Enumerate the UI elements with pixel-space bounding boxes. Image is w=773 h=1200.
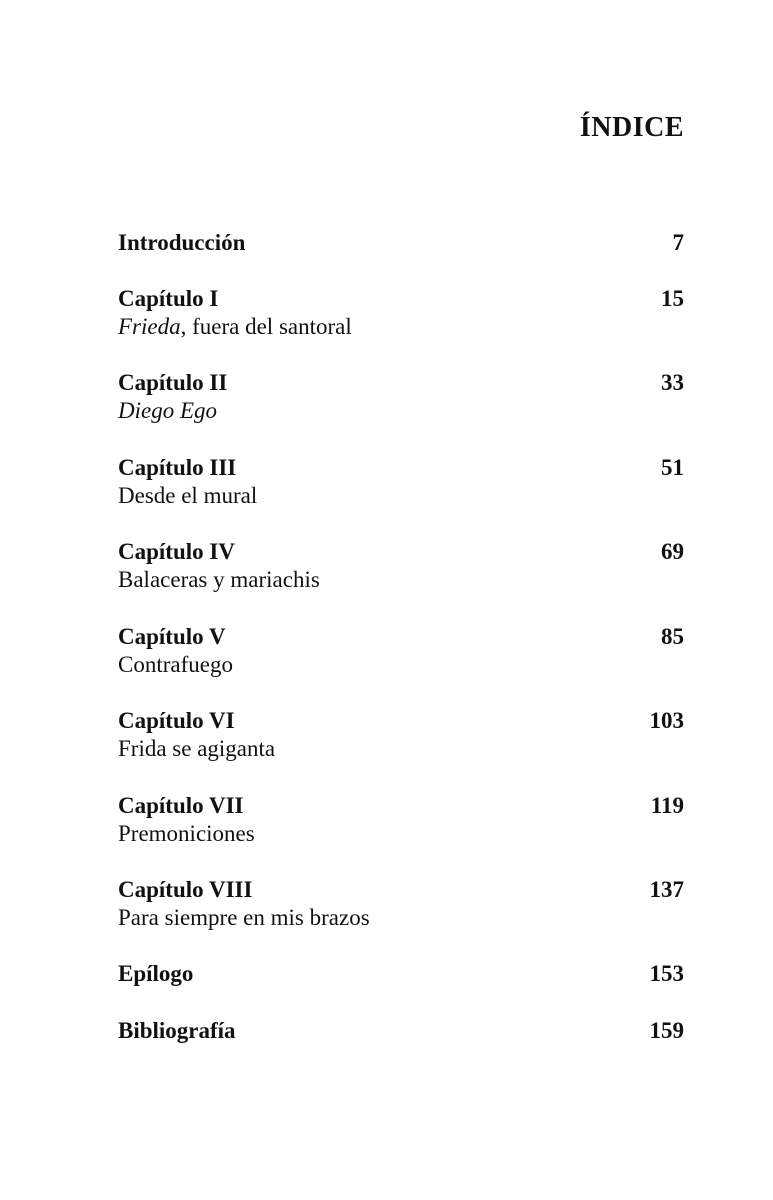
toc-entry-subtitle: Balaceras y mariachis xyxy=(118,567,320,592)
toc-entry-page: 137 xyxy=(649,877,684,902)
toc-entry-page: 85 xyxy=(661,624,684,649)
toc-entry-page: 51 xyxy=(661,455,684,480)
toc-entry-heading: Bibliografía xyxy=(118,1018,236,1043)
toc-entry-bibliografia xyxy=(118,1017,684,1045)
toc-entry-page: 159 xyxy=(649,1018,684,1043)
toc-entry-heading: Capítulo VII xyxy=(118,793,244,818)
toc-entry-capitulo-1 xyxy=(118,285,684,341)
toc-entry-capitulo-7 xyxy=(118,792,684,848)
toc-entry-heading: Capítulo V xyxy=(118,624,226,649)
toc-entry-subtitle-italic: Frieda xyxy=(118,314,181,339)
toc-entry-subtitle: Desde el mural xyxy=(118,483,258,508)
toc-entry-capitulo-6 xyxy=(118,707,684,763)
toc-entry-subtitle-rest: , fuera del santoral xyxy=(180,314,352,339)
toc-entry-page: 119 xyxy=(650,793,684,818)
toc-entry-subtitle: Para siempre en mis brazos xyxy=(118,905,370,930)
toc-entry-subtitle-italic: Diego Ego xyxy=(118,398,218,423)
toc-entry-introduccion xyxy=(118,229,684,257)
toc-entry-heading: Capítulo III xyxy=(118,455,237,480)
toc-entry-capitulo-8 xyxy=(118,876,684,932)
toc-entry-subtitle: Frida se agiganta xyxy=(118,736,276,761)
toc-entry-subtitle xyxy=(118,397,684,425)
toc-entry-page: 33 xyxy=(661,370,684,395)
toc-entry-heading: Capítulo II xyxy=(118,370,228,395)
toc-entry-page: 103 xyxy=(649,708,684,733)
toc-entry-capitulo-3 xyxy=(118,454,684,510)
toc-entry-heading: Introducción xyxy=(118,230,246,255)
toc-entry-page: 7 xyxy=(672,230,684,255)
toc-entry-page: 153 xyxy=(649,961,684,986)
toc-entry-page: 15 xyxy=(661,286,684,311)
toc-entry-epilogo xyxy=(118,960,684,988)
toc-entry-page: 69 xyxy=(661,539,684,564)
toc-entry-capitulo-5 xyxy=(118,623,684,679)
toc-entry-heading: Epílogo xyxy=(118,961,194,986)
toc-entry-heading: Capítulo I xyxy=(118,286,219,311)
toc-entry-capitulo-4 xyxy=(118,538,684,594)
toc-entry-subtitle xyxy=(118,313,684,341)
page-title: ÍNDICE xyxy=(579,112,684,143)
toc-entry-capitulo-2 xyxy=(118,369,684,425)
toc-entry-heading: Capítulo VI xyxy=(118,708,235,733)
toc-entry-subtitle: Premoniciones xyxy=(118,821,255,846)
toc-entry-subtitle: Contrafuego xyxy=(118,652,233,677)
toc-entry-heading: Capítulo VIII xyxy=(118,877,253,902)
toc-entry-heading: Capítulo IV xyxy=(118,539,235,564)
